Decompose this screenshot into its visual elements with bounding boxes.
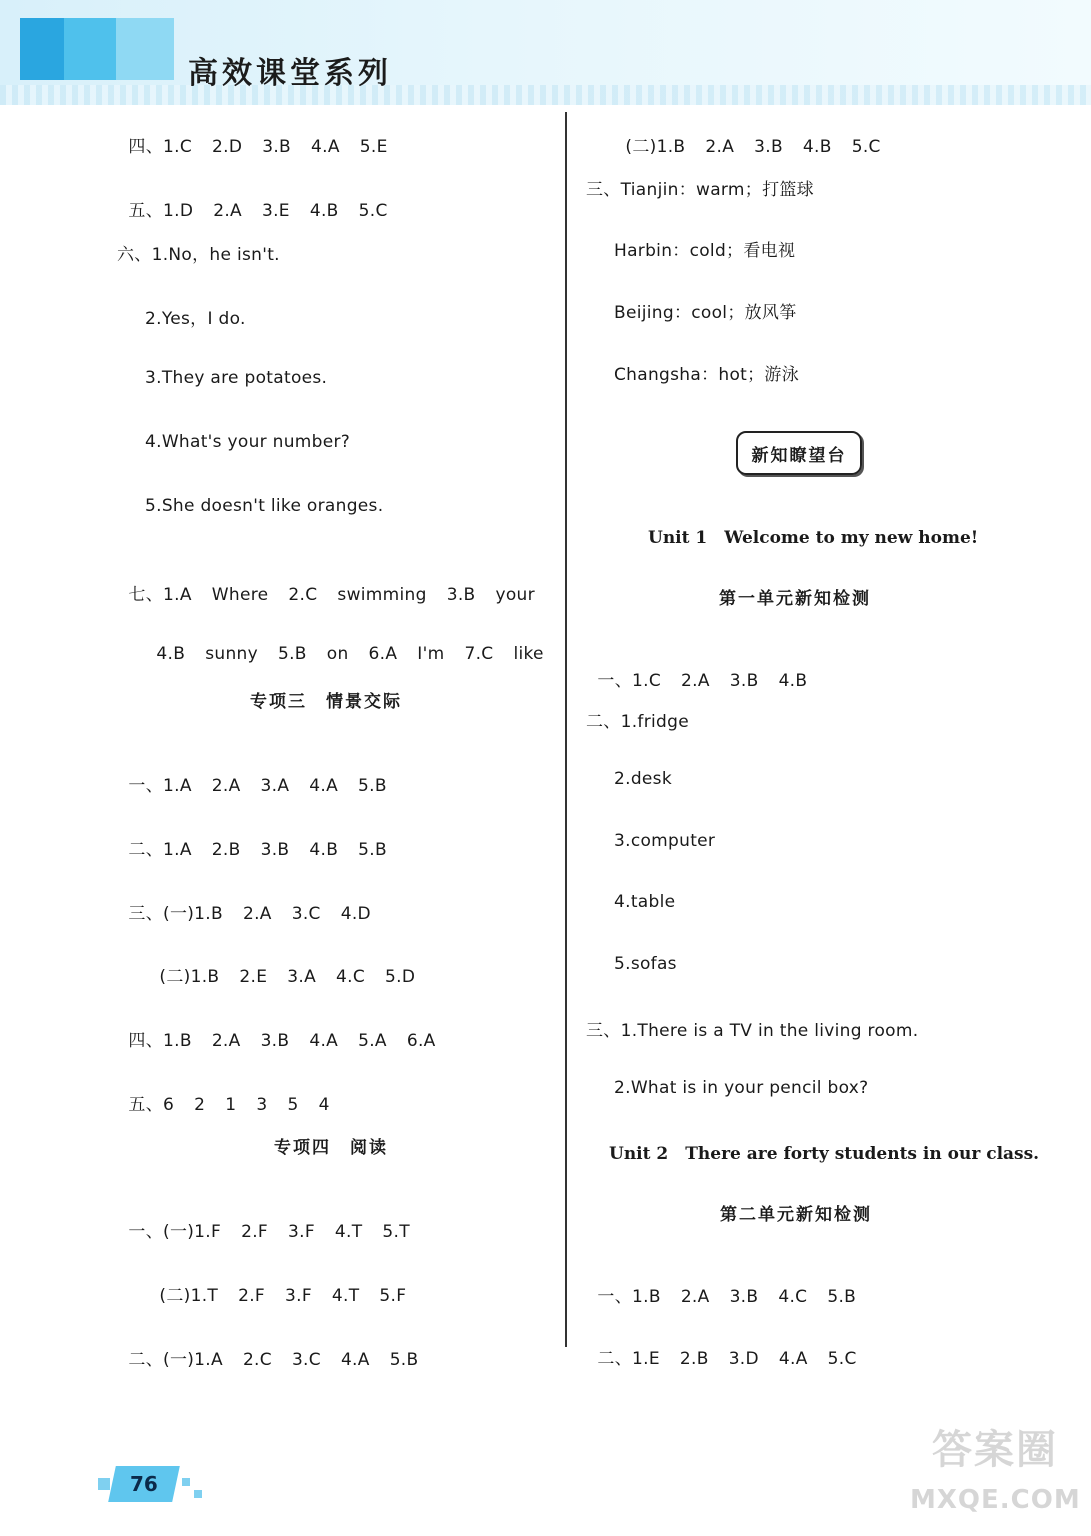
answer-line: Changsha：hot；游泳	[614, 365, 800, 385]
series-title: 高效课堂系列	[188, 56, 392, 91]
answer-line: 4.B sunny 5.B on 6.A I'm 7.C like	[156, 644, 544, 664]
section-heading: 专项四 阅读	[274, 1138, 388, 1158]
answer-line: 二、1.fridge	[586, 712, 689, 732]
unit-title: Unit 1 Welcome to my new home!	[648, 528, 979, 548]
unit-title: Unit 2 There are forty students in our class.	[609, 1144, 1040, 1164]
page-header	[0, 0, 1091, 105]
answer-line: 六、1.No，he isn't.	[117, 245, 280, 265]
header-deco-square	[64, 18, 116, 80]
answer-line: 一、1.A 2.A 3.A 4.A 5.B	[128, 776, 387, 796]
answer-line: (二)1.T 2.F 3.F 4.T 5.F	[159, 1286, 407, 1306]
answer-line: 5.sofas	[614, 954, 677, 974]
answer-line: 二、1.E 2.B 3.D 4.A 5.C	[597, 1349, 857, 1369]
header-deco-square	[20, 18, 64, 80]
answer-line: 二、1.A 2.B 3.B 4.B 5.B	[128, 840, 387, 860]
answer-line: (二)1.B 2.E 3.A 4.C 5.D	[159, 967, 416, 987]
answer-line: 5.She doesn't like oranges.	[145, 496, 384, 516]
section-heading: 第一单元新知检测	[719, 589, 871, 609]
answer-line: 一、1.C 2.A 3.B 4.B	[597, 671, 808, 691]
page-number-deco	[194, 1490, 202, 1498]
header-band	[0, 85, 1091, 105]
page-number-deco	[98, 1478, 110, 1490]
answer-line: 四、1.B 2.A 3.B 4.A 5.A 6.A	[128, 1031, 436, 1051]
answer-line: 四、1.C 2.D 3.B 4.A 5.E	[128, 137, 388, 157]
answer-line: 一、1.B 2.A 3.B 4.C 5.B	[597, 1287, 857, 1307]
answer-line: 2.Yes，I do.	[145, 309, 246, 329]
answer-line: 3.computer	[614, 831, 716, 851]
answer-line: 三、Tianjin：warm；打篮球	[586, 180, 814, 200]
answer-line: 五、1.D 2.A 3.E 4.B 5.C	[128, 201, 388, 221]
answer-line: 三、1.There is a TV in the living room.	[586, 1021, 919, 1041]
answer-line: 五、6 2 1 3 5 4	[128, 1095, 330, 1115]
section-heading: 专项三 情景交际	[250, 692, 402, 712]
header-deco-square	[116, 18, 174, 80]
page-number-deco	[182, 1478, 190, 1486]
answer-line: 4.What's your number?	[145, 432, 351, 452]
page-number: 76	[130, 1472, 158, 1496]
watermark: 答案圈 MXQE.COM	[910, 1427, 1081, 1515]
answer-line: 三、(一)1.B 2.A 3.C 4.D	[128, 904, 371, 924]
answer-line: 4.table	[614, 892, 676, 912]
answer-line: 一、(一)1.F 2.F 3.F 4.T 5.T	[128, 1222, 410, 1242]
boxed-section-title: 新知瞭望台	[736, 431, 862, 475]
answer-line: 3.They are potatoes.	[145, 368, 328, 388]
answer-line: (二)1.B 2.A 3.B 4.B 5.C	[625, 137, 881, 157]
answer-line: 七、1.A Where 2.C swimming 3.B your	[128, 585, 535, 605]
page-number-badge	[108, 1466, 180, 1502]
answer-line: 二、(一)1.A 2.C 3.C 4.A 5.B	[128, 1350, 419, 1370]
answer-line: 2.What is in your pencil box?	[614, 1078, 869, 1098]
answer-line: Beijing：cool；放风筝	[614, 303, 797, 323]
column-divider	[565, 112, 567, 1347]
section-heading: 第二单元新知检测	[720, 1205, 872, 1225]
answer-line: 2.desk	[614, 769, 672, 789]
answer-line: Harbin：cold；看电视	[614, 241, 796, 261]
